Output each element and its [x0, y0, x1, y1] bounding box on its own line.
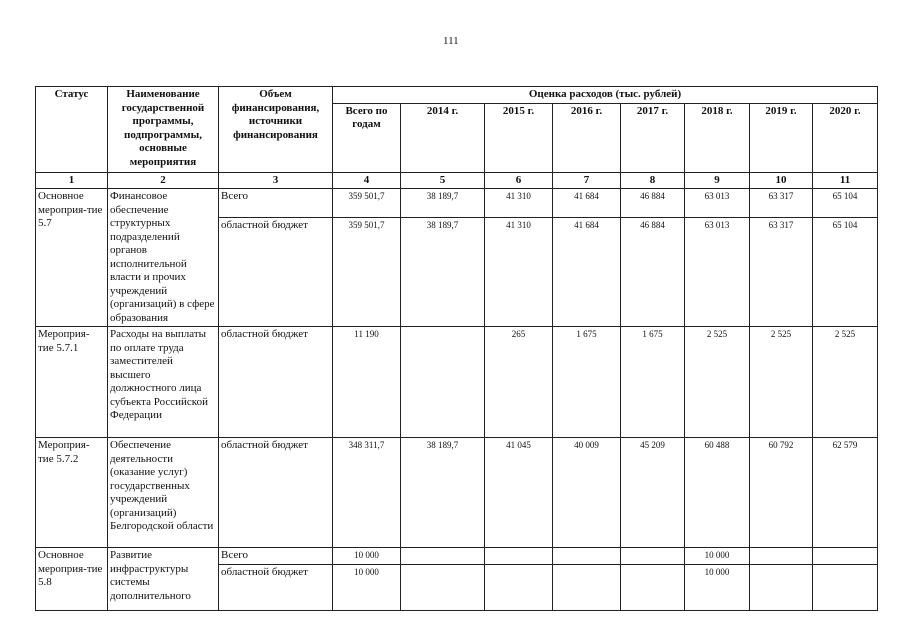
value-cell: 2 525: [685, 327, 750, 438]
value-cell: 2 525: [813, 327, 878, 438]
value-cell: 46 884: [621, 218, 685, 327]
value-cell: 63 013: [685, 218, 750, 327]
header-year-2014: 2014 г.: [401, 103, 485, 172]
row-name: Финансовое обеспечение структурных подразделений органов исполнительной власти и прочих учреждений (организаций) в сфере образования: [108, 189, 219, 327]
column-number: 5: [401, 172, 485, 189]
value-cell: 2 525: [750, 327, 813, 438]
funding-source: областной бюджет: [219, 218, 333, 327]
value-cell: [485, 564, 553, 610]
column-number: 11: [813, 172, 878, 189]
value-cell: 63 013: [685, 189, 750, 218]
value-cell: 65 104: [813, 189, 878, 218]
row-status: Основное мероприя-тие 5.7: [36, 189, 108, 327]
value-cell: 1 675: [621, 327, 685, 438]
value-cell: 41 684: [553, 218, 621, 327]
value-cell: 10 000: [333, 548, 401, 565]
value-cell: 265: [485, 327, 553, 438]
row-name: Развитие инфраструктуры системы дополнительного: [108, 548, 219, 611]
value-cell: 41 684: [553, 189, 621, 218]
header-expense-estimate: Оценка расходов (тыс. рублей): [333, 87, 878, 104]
value-cell: 38 189,7: [401, 438, 485, 548]
value-cell: 65 104: [813, 218, 878, 327]
value-cell: 10 000: [685, 548, 750, 565]
value-cell: 41 310: [485, 189, 553, 218]
value-cell: [750, 548, 813, 565]
expenditure-table: [35, 86, 878, 611]
header-year-2017: 2017 г.: [621, 103, 685, 172]
column-number: 9: [685, 172, 750, 189]
row-name: Расходы на выплаты по оплате труда заместителей высшего должностного лица субъекта Российской Федерации: [108, 327, 219, 438]
header-status: Статус: [36, 87, 108, 173]
row-status: Мероприя-тие 5.7.1: [36, 327, 108, 438]
value-cell: 359 501,7: [333, 189, 401, 218]
header-program-name: Наименование государственной программы, подпрограммы, основные мероприятия: [108, 87, 219, 173]
value-cell: 348 311,7: [333, 438, 401, 548]
value-cell: 63 317: [750, 218, 813, 327]
funding-source: областной бюджет: [219, 564, 333, 610]
column-number: 8: [621, 172, 685, 189]
value-cell: 11 190: [333, 327, 401, 438]
funding-source: Всего: [219, 548, 333, 565]
funding-source: областной бюджет: [219, 327, 333, 438]
header-year-2019: 2019 г.: [750, 103, 813, 172]
header-year-2016: 2016 г.: [553, 103, 621, 172]
value-cell: [401, 564, 485, 610]
row-status: Основное мероприя-тие 5.8: [36, 548, 108, 611]
value-cell: 40 009: [553, 438, 621, 548]
value-cell: 359 501,7: [333, 218, 401, 327]
value-cell: [621, 548, 685, 565]
row-name: Обеспечение деятельности (оказание услуг) государственных учреждений (организаций) Белгородской области: [108, 438, 219, 548]
page-number: 111: [443, 35, 459, 47]
value-cell: [813, 548, 878, 565]
value-cell: [553, 548, 621, 565]
value-cell: [621, 564, 685, 610]
column-number: 6: [485, 172, 553, 189]
header-year-total: Всего по годам: [333, 103, 401, 172]
row-status: Мероприя-тие 5.7.2: [36, 438, 108, 548]
header-year-2018: 2018 г.: [685, 103, 750, 172]
value-cell: [485, 548, 553, 565]
value-cell: 60 792: [750, 438, 813, 548]
value-cell: 62 579: [813, 438, 878, 548]
value-cell: [401, 327, 485, 438]
value-cell: 60 488: [685, 438, 750, 548]
value-cell: 10 000: [685, 564, 750, 610]
column-number: 4: [333, 172, 401, 189]
value-cell: 38 189,7: [401, 218, 485, 327]
column-number: 3: [219, 172, 333, 189]
value-cell: 41 045: [485, 438, 553, 548]
value-cell: 38 189,7: [401, 189, 485, 218]
value-cell: 41 310: [485, 218, 553, 327]
value-cell: 10 000: [333, 564, 401, 610]
value-cell: 1 675: [553, 327, 621, 438]
funding-source: областной бюджет: [219, 438, 333, 548]
value-cell: [750, 564, 813, 610]
header-year-2020: 2020 г.: [813, 103, 878, 172]
column-number: 10: [750, 172, 813, 189]
column-number: 7: [553, 172, 621, 189]
column-number: 1: [36, 172, 108, 189]
value-cell: 45 209: [621, 438, 685, 548]
value-cell: [813, 564, 878, 610]
header-year-2015: 2015 г.: [485, 103, 553, 172]
funding-source: Всего: [219, 189, 333, 218]
column-number: 2: [108, 172, 219, 189]
value-cell: 63 317: [750, 189, 813, 218]
value-cell: [401, 548, 485, 565]
header-funding-volume: Объем финансирования, источники финансирования: [219, 87, 333, 173]
value-cell: 46 884: [621, 189, 685, 218]
value-cell: [553, 564, 621, 610]
